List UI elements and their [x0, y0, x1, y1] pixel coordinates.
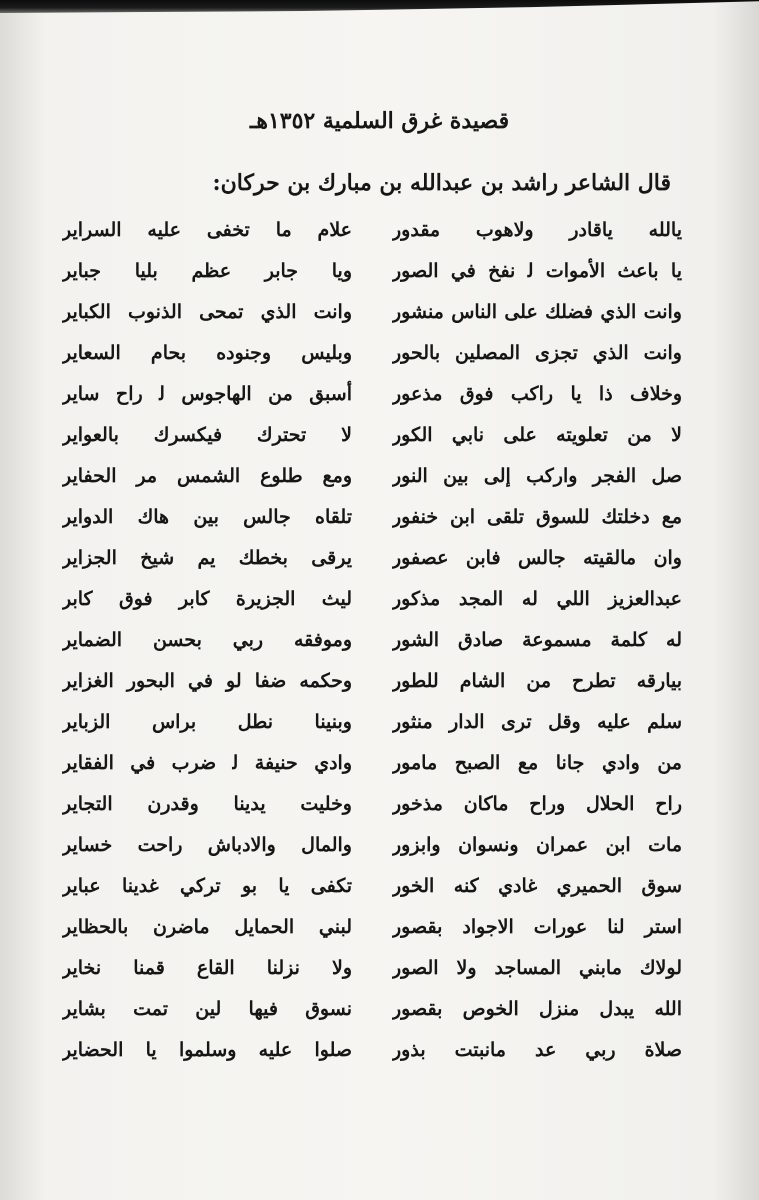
verse-second-hemistich: وخليت يدينا وقدرن التجاير [62, 793, 352, 815]
verse-row [62, 497, 682, 538]
verse-first-hemistich: لولاك مابني المساجد ولا الصور [392, 957, 682, 979]
verse-first-hemistich: وان مالقيته جالس فابن عصفور [392, 547, 682, 569]
verse-first-hemistich: مات ابن عمران ونسوان وابزور [392, 834, 682, 856]
verse-row [62, 620, 682, 661]
verse-second-hemistich: صلوا عليه وسلموا يا الحضاير [62, 1039, 352, 1061]
verse-second-hemistich: وبليس وجنوده بحام السعاير [62, 342, 352, 364]
verse-second-hemistich: ليث الجزيرة كابر فوق كابر [62, 588, 352, 610]
verse-first-hemistich: سلم عليه وقل ترى الدار منثور [392, 711, 682, 733]
verse-first-hemistich: صلاة ربي عد مانبتت بذور [392, 1039, 682, 1061]
verse-row [62, 579, 682, 620]
verse-second-hemistich: نسوق فيها لين تمت بشاير [62, 998, 352, 1020]
verse-first-hemistich: راح الحلال وراح ماكان مذخور [392, 793, 682, 815]
verse-row [62, 866, 682, 907]
verse-first-hemistich: يا باعث الأموات ﻟ نفخ في الصور [392, 260, 682, 282]
verse-row [62, 456, 682, 497]
verse-first-hemistich: مع دخلتك للسوق تلقى ابن خنفور [392, 506, 682, 528]
verse-row [62, 333, 682, 374]
verse-row [62, 948, 682, 989]
verse-second-hemistich: وحكمه ضفا لو في البحور الغزاير [62, 670, 352, 692]
verse-row [62, 415, 682, 456]
verse-second-hemistich: يرقى بخطك يم شيخ الجزاير [62, 547, 352, 569]
verse-second-hemistich: تكفى يا بو تركي غدينا عباير [62, 875, 352, 897]
verse-row [62, 374, 682, 415]
verse-first-hemistich: وانت الذي تجزى المصلين بالحور [392, 342, 682, 364]
verse-first-hemistich: وخلاف ذا يا راكب فوق مذعور [392, 383, 682, 405]
verse-second-hemistich: وموفقه ربي بحسن الضماير [62, 629, 352, 651]
poem-intro: قال الشاعر راشد بن عبدالله بن مبارك بن حركان: [212, 170, 671, 196]
verse-first-hemistich: من وادي جانا مع الصبح مامور [392, 752, 682, 774]
verse-second-hemistich: ومع طلوع الشمس مر الحفاير [62, 465, 352, 487]
verse-row [62, 825, 682, 866]
verse-row [62, 702, 682, 743]
poem-body [62, 210, 682, 1090]
verse-first-hemistich: وانت الذي فضلك على الناس منشور [392, 301, 682, 323]
verse-first-hemistich: لا من تعلويته على نابي الكور [392, 424, 682, 446]
verse-first-hemistich: يالله ياقادر ولاهوب مقدور [392, 219, 682, 241]
verse-second-hemistich: علام ما تخفى عليه السراير [62, 219, 352, 241]
verse-first-hemistich: صل الفجر واركب إلى بين النور [392, 465, 682, 487]
verse-row [62, 251, 682, 292]
verse-first-hemistich: الله يبدل منزل الخوص بقصور [392, 998, 682, 1020]
verse-first-hemistich: له كلمة مسموعة صادق الشور [392, 629, 682, 651]
verse-first-hemistich: سوق الحميري غادي كنه الخور [392, 875, 682, 897]
verse-row [62, 210, 682, 251]
verse-second-hemistich: والمال والادباش راحت خساير [62, 834, 352, 856]
poem-title: قصيدة غرق السلمية ١٣٥٢هـ [249, 108, 510, 134]
verse-first-hemistich: بيارقه تطرح من الشام للطور [392, 670, 682, 692]
verse-row [62, 743, 682, 784]
verse-second-hemistich: لبني الحمايل ماضرن بالحظاير [62, 916, 352, 938]
verse-row [62, 292, 682, 333]
verse-second-hemistich: أسبق من الهاجوس ﻟ راح ساير [62, 383, 352, 405]
verse-row [62, 1030, 682, 1071]
verse-row [62, 907, 682, 948]
verse-row [62, 784, 682, 825]
verse-second-hemistich: ولا نزلنا القاع قمنا نخاير [62, 957, 352, 979]
verse-row [62, 989, 682, 1030]
verse-second-hemistich: تلقاه جالس بين هاك الدواير [62, 506, 352, 528]
verse-second-hemistich: وادي حنيفة ﻟ ضرب في الفقاير [62, 752, 352, 774]
verse-row [62, 538, 682, 579]
verse-second-hemistich: وبنينا نطل براس الزباير [62, 711, 352, 733]
verse-second-hemistich: ويا جابر عظم بليا جباير [62, 260, 352, 282]
verse-second-hemistich: وانت الذي تمحى الذنوب الكباير [62, 301, 352, 323]
verse-first-hemistich: استر لنا عورات الاجواد بقصور [392, 916, 682, 938]
verse-first-hemistich: عبدالعزيز اللي له المجد مذكور [392, 588, 682, 610]
verse-second-hemistich: لا تحترك فيكسرك بالعواير [62, 424, 352, 446]
verse-row [62, 661, 682, 702]
scan-top-edge [0, 0, 759, 13]
